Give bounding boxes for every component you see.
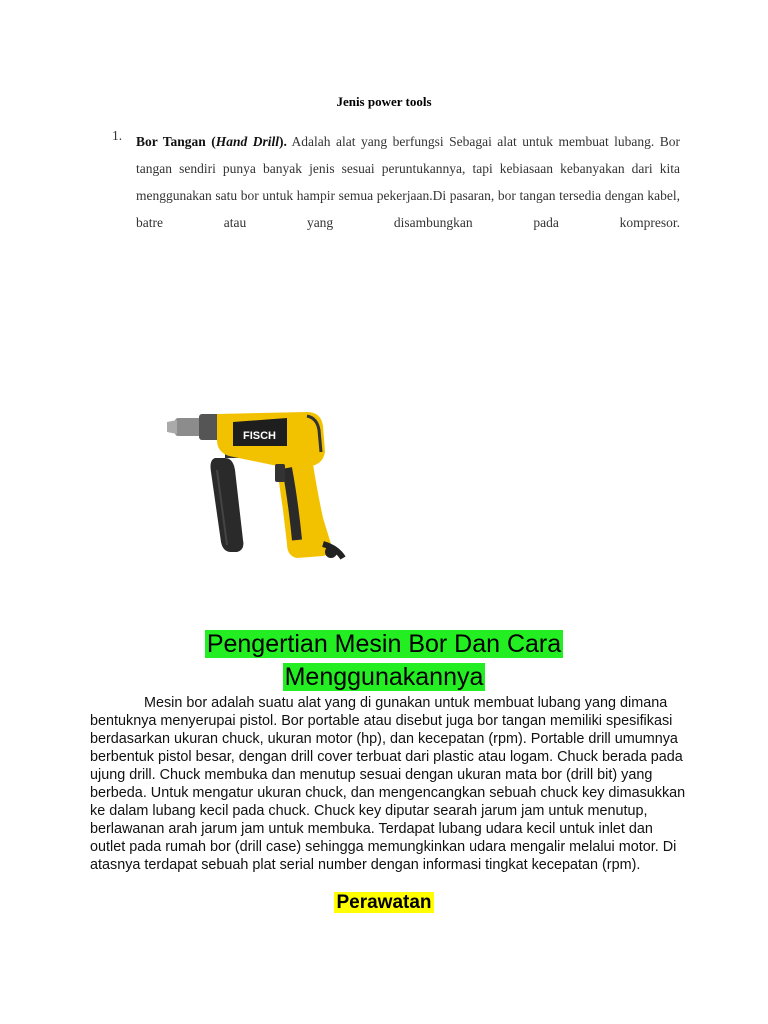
list-term-italic: Hand Drill	[215, 134, 279, 149]
trigger	[275, 464, 285, 482]
list-term: Bor Tangan (Hand Drill).	[136, 134, 287, 149]
brand-label: FISCH	[243, 430, 276, 442]
page-title: Jenis power tools	[336, 94, 432, 109]
sub-heading	[0, 890, 768, 916]
list-item	[112, 128, 680, 236]
drill-image	[137, 360, 385, 608]
sub-heading-text: Perawatan	[336, 892, 432, 913]
section-heading-line2: Menggunakannya	[284, 663, 484, 691]
section-heading	[90, 628, 678, 694]
drill-chuck	[175, 418, 203, 436]
list-body	[136, 128, 680, 236]
list-number: 1.	[112, 128, 123, 143]
section-heading-line1: Pengertian Mesin Bor Dan Cara	[206, 630, 562, 658]
body-paragraph	[90, 694, 690, 874]
drill-icon	[137, 360, 385, 608]
list-text: Adalah alat yang berfungsi Sebagai alat untuk membuat lubang. Bor tangan sendiri punya banyak jenis sesuai peruntukannya, tapi kebiasaan kebanyakan dari kita menggunakan satu bor untuk hampir semua pekerjaan.Di pasaran, bor tangan tersedia dengan kabel, batre atau yang disambungkan pada kompresor.	[136, 134, 680, 230]
body-paragraph-text: Mesin bor adalah suatu alat yang di gunakan untuk membuat lubang yang dimana bentuknya menyerupai pistol. Bor portable atau disebut juga bor tangan memiliki spesifikasi berdasarkan ukuran chuck, ukuran motor (hp), dan kecepatan (rpm). Portable drill umumnya berbentuk pistol besar, dengan drill cover terbuat dari plastic atau logam. Chuck berada pada ujung drill. Chuck membuka dan menutup sesuai dengan ukuran mata bor (drill bit) yang berbeda. Untuk mengatur ukuran chuck, dan mengencangkan sebuah chuck key dimasukkan ke dalam lubang kecil pada chuck. Chuck key diputar searah jarum jam untuk menutup, berlawanan arah jarum jam untuk membuka. Terdapat lubang udara kecil untuk inlet dan outlet pada rumah bor (drill case) sehingga memungkinkan udara mengalir melalui motor. Di atasnya terdapat sebuah plat serial number dengan informasi tingkat kecepatan (rpm).	[90, 695, 686, 873]
